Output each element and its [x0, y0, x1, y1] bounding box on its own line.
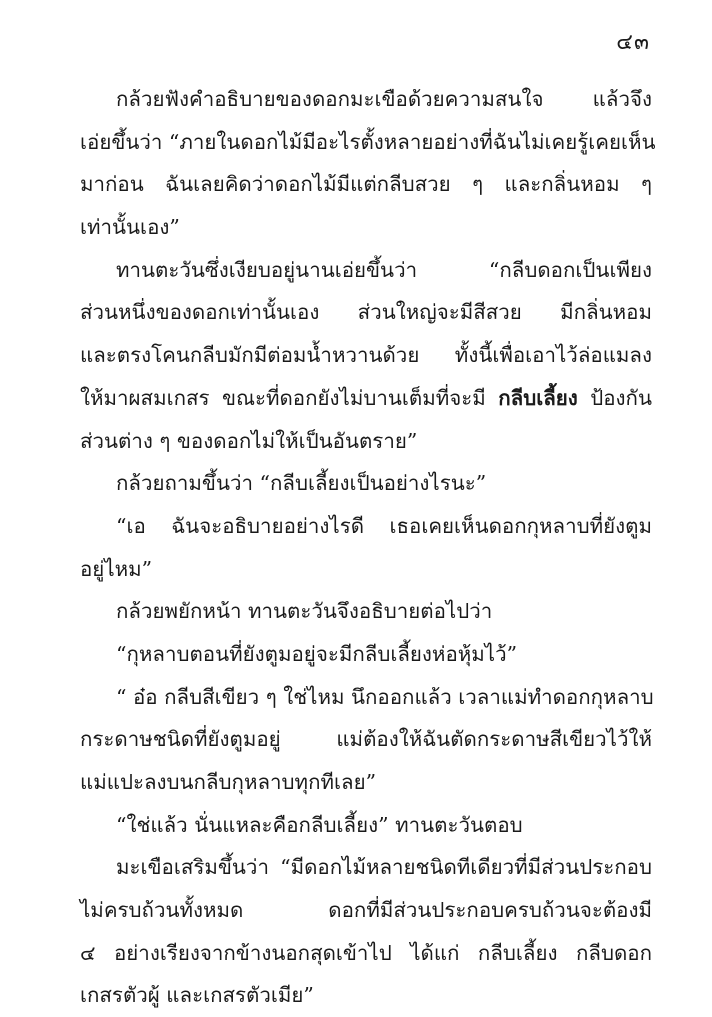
text-line: [80, 377, 652, 420]
text-line: ส่วนต่าง ๆ ของดอกไม่ให้เป็นอันตราย”: [80, 428, 418, 453]
text-line: “ใช่แล้ว นั่นแหละคือกลีบเลี้ยง” ทานตะวันตอบ: [116, 812, 523, 837]
bold-term: กลีบเลี้ยง: [498, 385, 578, 410]
body-text: [80, 78, 656, 1017]
text-line: อยู่ไหม”: [80, 556, 153, 581]
text-line: เท่านั้นเอง”: [80, 215, 180, 240]
text-segment: ให้มาผสมเกสร ขณะที่ดอกยังไม่บานเต็มที่จะมี: [80, 385, 486, 410]
text-line: กระดาษชนิดที่ยังตูมอยู่ แม่ต้องให้ฉันตัดกระดาษสีเขียวไว้ให้: [80, 727, 652, 752]
text-segment: ป้องกัน: [590, 385, 652, 410]
text-line: มะเขือเสริมขึ้นว่า “มีดอกไม้หลายชนิดทีเดียวที่มีส่วนประกอบ: [116, 855, 652, 880]
text-line: มาก่อน ฉันเลยคิดว่าดอกไม้มีแต่กลีบสวย ๆ และกลิ่นหอม ๆ: [80, 172, 652, 197]
text-line: กล้วยถามขึ้นว่า “กลีบเลี้ยงเป็นอย่างไรนะ”: [116, 471, 487, 496]
text-line: กล้วยพยักหน้า ทานตะวันจึงอธิบายต่อไปว่า: [116, 599, 493, 624]
text-line: ทานตะวันซึ่งเงียบอยู่นานเอ่ยขึ้นว่า “กลีบดอกเป็นเพียง: [116, 257, 652, 282]
text-line: “ อ๋อ กลีบสีเขียว ๆ ใช่ไหม นึกออกแล้ว เวลาแม่ทำดอกกุหลาบ: [116, 684, 654, 709]
text-line: ๔ อย่างเรียงจากข้างนอกสุดเข้าไป ได้แก่ กลีบเลี้ยง กลีบดอก: [80, 940, 652, 965]
text-line: “เอ ฉันจะอธิบายอย่างไรดี เธอเคยเห็นดอกกุหลาบที่ยังตูม: [116, 513, 652, 538]
text-line: และตรงโคนกลีบมักมีต่อมน้ำหวานด้วย ทั้งนี้เพื่อเอาไว้ล่อแมลง: [80, 343, 652, 368]
text-line: เอ่ยขึ้นว่า “ภายในดอกไม้มีอะไรตั้งหลายอย่างที่ฉันไม่เคยรู้เคยเห็น: [80, 129, 656, 154]
text-line: “กุหลาบตอนที่ยังตูมอยู่จะมีกลีบเลี้ยงห่อหุ้มไว้”: [116, 641, 518, 666]
text-line: เกสรตัวผู้ และเกสรตัวเมีย”: [80, 983, 314, 1008]
text-line: กล้วยฟังคำอธิบายของดอกมะเขือด้วยความสนใจ แล้วจึง: [116, 87, 652, 111]
text-line: ไม่ครบถ้วนทั้งหมด ดอกที่มีส่วนประกอบครบถ้วนจะต้องมี: [80, 898, 652, 923]
page-number: ๔๓: [616, 30, 650, 55]
text-line: ส่วนหนึ่งของดอกเท่านั้นเอง ส่วนใหญ่จะมีสีสวย มีกลิ่นหอม: [80, 300, 652, 325]
text-line: แม่แปะลงบนกลีบกุหลาบทุกทีเลย”: [80, 770, 377, 794]
